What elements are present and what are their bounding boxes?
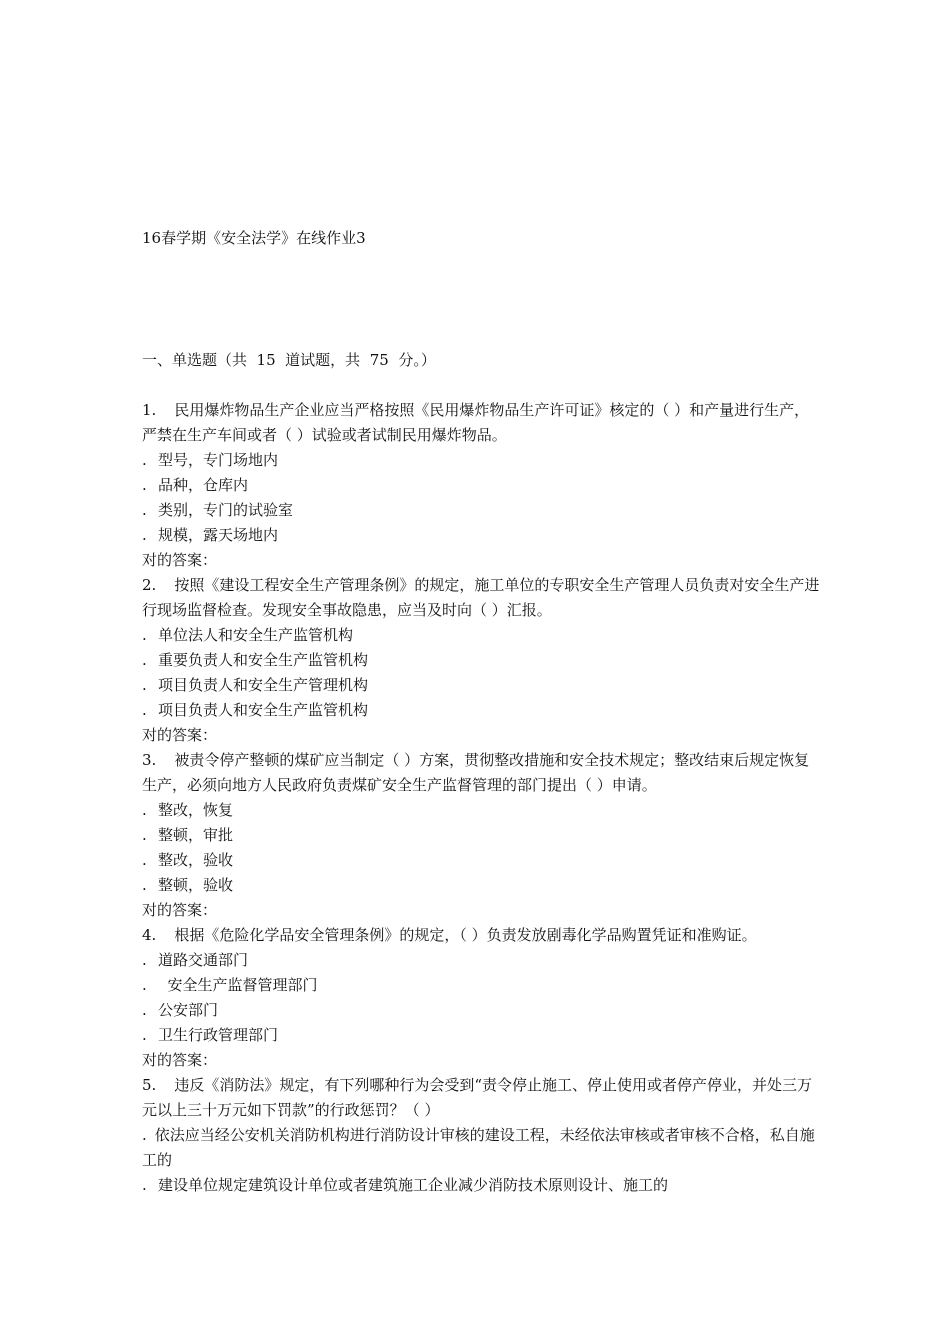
answer-label: 对的答案： — [142, 901, 218, 919]
option-text: 卫生行政管理部门 — [158, 1026, 279, 1044]
question-text: 被责令停产整顿的煤矿应当制定（ ）方案，贯彻整改措施和安全技术规定；整改结束后规定恢复生产，必须向地方人民政府负责煤矿安全生产监督管理的部门提出（ ）申请。 — [142, 751, 810, 794]
option-text: 依法应当经公安机关消防机构进行消防设计审核的建设工程，未经依法审核或者审核不合格，私自施工的 — [142, 1126, 815, 1169]
question-list — [142, 398, 822, 1198]
question-item — [142, 923, 822, 1073]
question-number: 2. — [142, 576, 157, 594]
option-text: 重要负责人和安全生产监管机构 — [158, 651, 369, 669]
option-item: . 项目负责人和安全生产监管机构 — [142, 698, 822, 723]
question-item — [142, 398, 822, 573]
option-item: . 道路交通部门 — [142, 948, 822, 973]
question-text: 民用爆炸物品生产企业应当严格按照《民用爆炸物品生产许可证》核定的（ ）和产量进行生产，严禁在生产车间或者（ ）试验或者试制民用爆炸物品。 — [142, 401, 810, 444]
option-item: . 建设单位规定建筑设计单位或者建筑施工企业减少消防技术原则设计、施工的 — [142, 1173, 822, 1198]
option-item: . 依法应当经公安机关消防机构进行消防设计审核的建设工程，未经依法审核或者审核不合格，私自施工的 — [142, 1126, 815, 1169]
option-item: . 安全生产监督管理部门 — [142, 973, 822, 998]
option-text: 道路交通部门 — [158, 951, 249, 969]
question-stem — [142, 748, 822, 798]
option-item: . 整顿，验收 — [142, 873, 822, 898]
question-stem — [142, 1073, 822, 1123]
question-text: 根据《危险化学品安全管理条例》的规定，（ ）负责发放剧毒化学品购置凭证和准购证。 — [174, 926, 757, 944]
answer-label: 对的答案： — [142, 726, 218, 744]
question-item — [142, 573, 822, 748]
option-item: . 整改，验收 — [142, 848, 822, 873]
option-text: 整改，验收 — [158, 851, 234, 869]
option-item: . 整顿，审批 — [142, 823, 822, 848]
option-text: 公安部门 — [158, 1001, 219, 1019]
question-text: 违反《消防法》规定，有下列哪种行为会受到“责令停止施工、停止使用或者停产停业，并处三万元以上三十万元如下罚款”的行政惩罚？（ ） — [142, 1076, 812, 1119]
option-item: . 重要负责人和安全生产监管机构 — [142, 648, 822, 673]
answer-label: 对的答案： — [142, 1051, 218, 1069]
question-number: 5. — [142, 1076, 157, 1094]
option-text: 安全生产监督管理部门 — [158, 976, 318, 994]
option-item: . 型号，专门场地内 — [142, 448, 822, 473]
option-text: 建设单位规定建筑设计单位或者建筑施工企业减少消防技术原则设计、施工的 — [158, 1176, 669, 1194]
option-item: . 规模，露天场地内 — [142, 523, 822, 548]
question-number: 4. — [142, 926, 157, 944]
question-number: 1. — [142, 401, 157, 419]
option-text: 品种，仓库内 — [158, 476, 249, 494]
option-item: . 类别，专门的试验室 — [142, 498, 822, 523]
option-text: 整改，恢复 — [158, 801, 234, 819]
question-item — [142, 1073, 822, 1198]
answer-label: 对的答案： — [142, 551, 218, 569]
question-stem — [142, 573, 822, 623]
option-text: 整顿，审批 — [158, 826, 234, 844]
option-item: . 项目负责人和安全生产管理机构 — [142, 673, 822, 698]
question-number: 3. — [142, 751, 157, 769]
option-item: . 整改，恢复 — [142, 798, 822, 823]
page-title: 16春学期《安全法学》在线作业3 — [142, 229, 366, 247]
section-heading: 一、单选题（共 15 道试题，共 75 分。） — [142, 351, 436, 369]
question-text: 按照《建设工程安全生产管理条例》的规定，施工单位的专职安全生产管理人员负责对安全生产进行现场监督检查。发现安全事故隐患，应当及时向（ ）汇报。 — [142, 576, 820, 619]
question-item — [142, 748, 822, 923]
option-item: . 单位法人和安全生产监管机构 — [142, 623, 822, 648]
option-text: 项目负责人和安全生产监管机构 — [158, 701, 369, 719]
option-item: . 品种，仓库内 — [142, 473, 822, 498]
option-text: 类别，专门的试验室 — [158, 501, 294, 519]
option-item: . 卫生行政管理部门 — [142, 1023, 822, 1048]
option-text: 规模，露天场地内 — [158, 526, 279, 544]
option-item: . 公安部门 — [142, 998, 822, 1023]
option-text: 项目负责人和安全生产管理机构 — [158, 676, 369, 694]
question-stem — [142, 923, 822, 948]
option-text: 整顿，验收 — [158, 876, 234, 894]
option-text: 型号，专门场地内 — [158, 451, 279, 469]
option-text: 单位法人和安全生产监管机构 — [158, 626, 354, 644]
question-stem — [142, 398, 822, 448]
